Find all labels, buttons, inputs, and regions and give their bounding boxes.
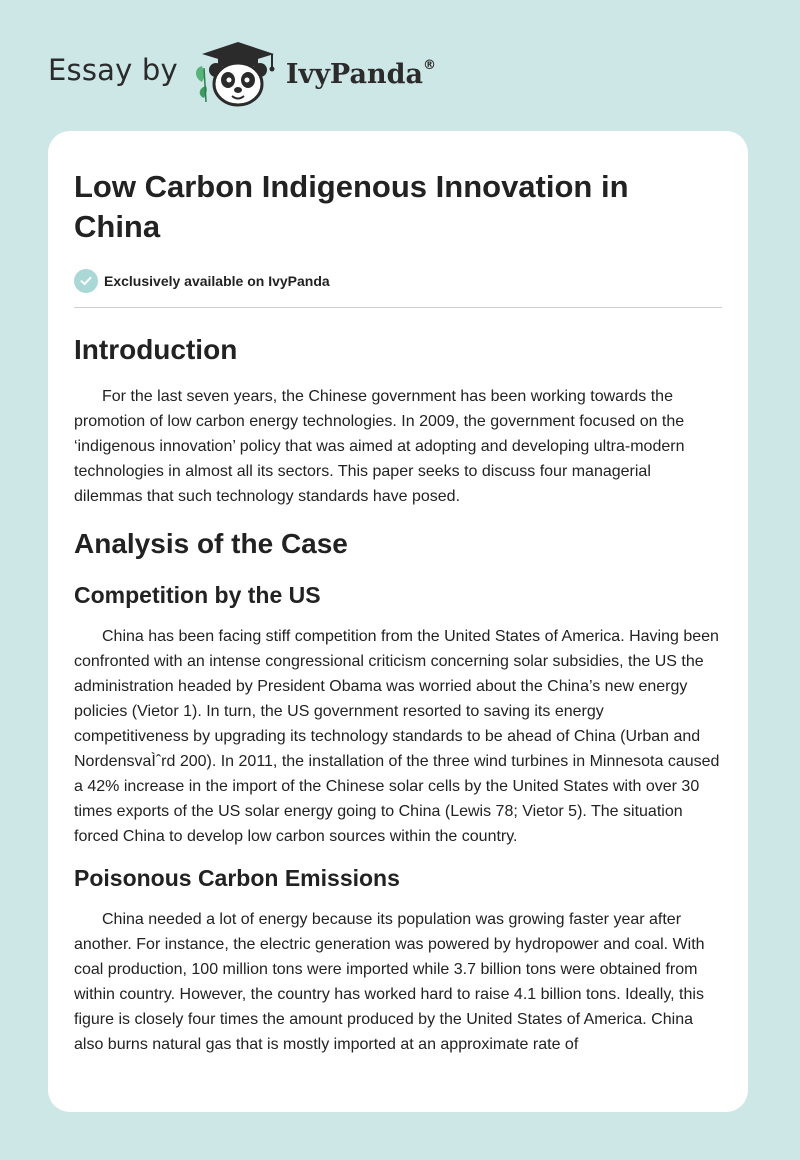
article-title: Low Carbon Indigenous Innovation in China xyxy=(74,169,629,244)
exclusive-badge xyxy=(74,269,722,293)
ivypanda-logo-icon[interactable] xyxy=(192,38,284,108)
exclusive-label: Exclusively available on IvyPanda xyxy=(104,273,330,289)
article-content xyxy=(48,131,748,1057)
title-divider xyxy=(74,307,722,308)
registered-mark: ® xyxy=(422,58,436,73)
brand-name[interactable] xyxy=(286,58,436,90)
introduction-paragraph: For the last seven years, the Chinese government has been working towards the promotion of low carbon energy technologies. In 2009, the government focused on the ‘indigenous innovation’ policy that was aimed at adopting and developing ultra-modern technologies in almost all its sectors. This paper seeks to discuss four managerial dilemmas that such technology standards have posed. xyxy=(74,388,685,505)
poisonous-emissions-paragraph: China needed a lot of energy because its population was growing faster year after another. For instance, the electric generation was powered by hydropower and coal. With coal production, 100 million tons were imported while 3.7 billion tons were obtained from within country. However, the country has worked hard to raise 4.1 billion tons. Ideally, this figure is closely four times the amount produced by the United States of America. China also burns natural gas that is mostly imported at an approximate rate of xyxy=(74,911,705,1053)
site-header xyxy=(48,38,436,108)
subsection-heading-competition: Competition by the US xyxy=(74,582,321,608)
brand-name-text: IvyPanda xyxy=(285,59,423,90)
article-card xyxy=(48,131,748,1112)
competition-paragraph: China has been facing stiff competition from the United States of America. Having been confronted with an intense congressional criticism concerning solar subsidies, the US the administration headed by President Obama was worried about the China’s new energy policies (Vietor 1). In turn, the US government resorted to saving its energy competitiveness by upgrading its technology standards to be ahead of China (Urban and NordensvaÌˆrd 200). In 2011, the installation of the three wind turbines in Minnesota caused a 42% increase in the import of the Chinese solar cells by the United States with over 30 times exports of the US solar energy going to China (Lewis 78; Vietor 5). The situation forced China to develop low carbon sources within the country. xyxy=(74,628,720,845)
section-heading-introduction: Introduction xyxy=(74,334,238,365)
subsection-heading-poisonous-emissions: Poisonous Carbon Emissions xyxy=(74,865,400,891)
check-circle-icon xyxy=(74,269,98,293)
brand-prefix: Essay by xyxy=(48,53,178,87)
section-heading-analysis: Analysis of the Case xyxy=(74,528,348,559)
